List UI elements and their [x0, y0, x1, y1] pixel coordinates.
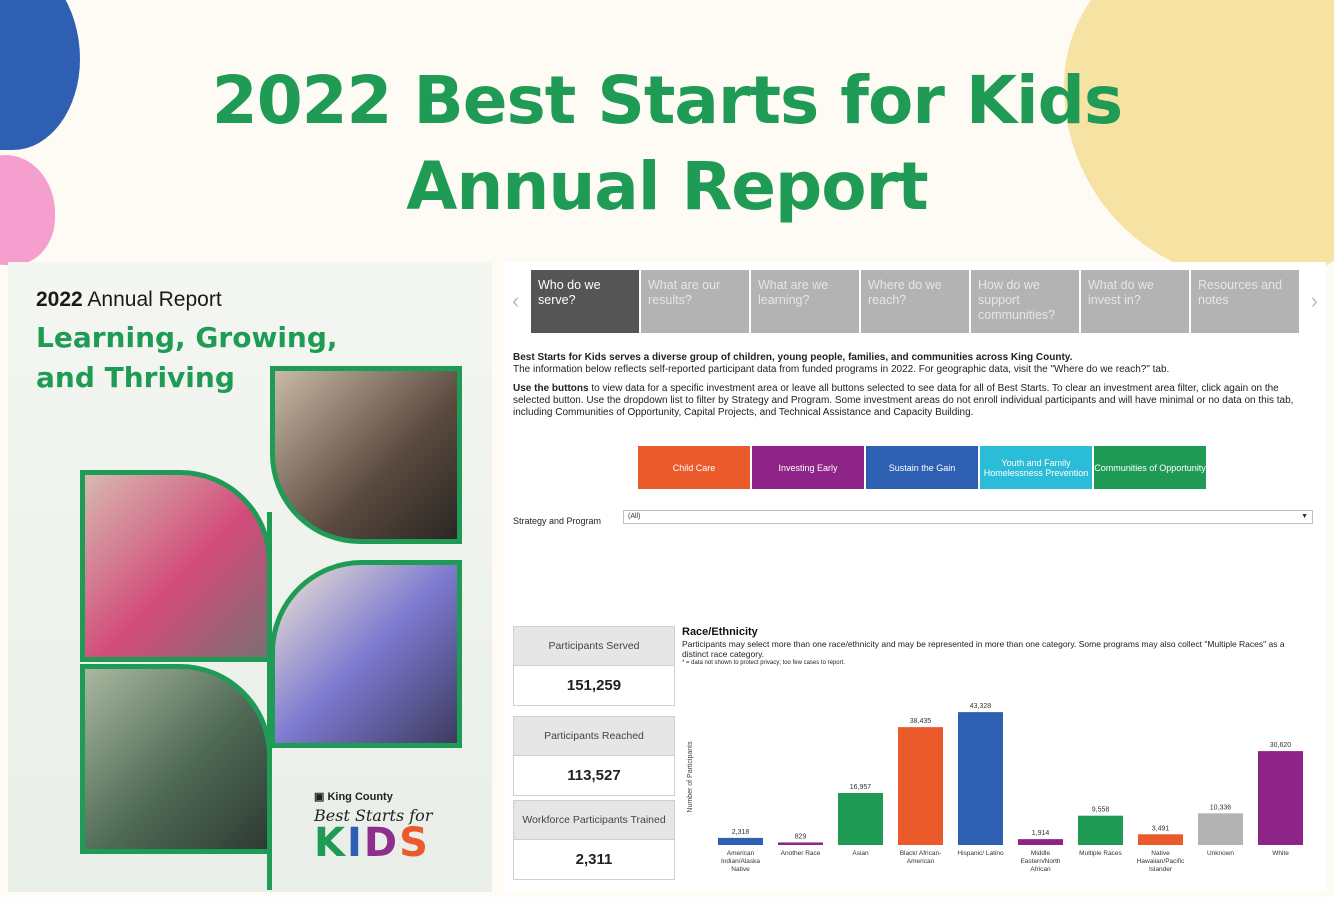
kpi-label: Participants Reached: [513, 716, 675, 756]
data-label: 3,491: [1151, 825, 1170, 833]
strategy-program-select[interactable]: [623, 510, 1313, 524]
bar: [898, 727, 943, 845]
data-label: 9,558: [1091, 806, 1110, 814]
cover-year: 2022: [36, 288, 83, 311]
intro-body: The information below reflects self-reported participant data from funded programs in 2022. For geographic data, visit the "Where do we reach?" tab.: [513, 364, 1170, 375]
communities-of-opportunity-button[interactable]: Communities of Opportunity: [1094, 446, 1206, 489]
y-axis-label: Number of Participants: [687, 741, 694, 813]
kpi-value: 113,527: [513, 756, 675, 796]
chevron-down-icon: ▼: [1301, 513, 1308, 520]
category-label: Native: [731, 866, 750, 873]
data-label: 43,328: [969, 703, 992, 711]
intro-bold: Best Starts for Kids serves a diverse group of children, young people, families, and communities across King County.: [513, 352, 1073, 363]
kpi-value: 2,311: [513, 840, 675, 880]
investment-buttons: [638, 446, 1208, 489]
cover-subtitle: Learning, Growing, and Thriving: [36, 321, 338, 394]
bar: [838, 793, 883, 845]
race-chart-note: * = data not shown to protect privacy; too few cases to report.: [682, 660, 845, 666]
data-label: 30,620: [1269, 742, 1292, 750]
race-chart-description: Participants may select more than one race/ethnicity and may be represented in more than one category. Some programs may also collect "Multiple Races" as a distinct race category.: [682, 639, 1285, 659]
investing-early-button[interactable]: Investing Early: [752, 446, 864, 489]
kpi-value: 151,259: [513, 666, 675, 706]
king-county-logo: ▣ King County: [314, 791, 393, 803]
category-label: Another Race: [780, 850, 821, 857]
dashboard-panel: [504, 262, 1326, 892]
dashboard-tabs: [531, 270, 1301, 333]
category-label: American: [906, 858, 935, 865]
data-label: 16,957: [849, 783, 872, 791]
tab-invest[interactable]: What do we invest in?: [1081, 270, 1189, 333]
king-county-label: King County: [327, 791, 393, 803]
intro-text: [513, 352, 1313, 426]
kpi-workforce-trained: [513, 800, 675, 880]
tab-support-communities[interactable]: How do we support communities?: [971, 270, 1079, 333]
cover-photo-girl-smiling: [80, 470, 272, 662]
buttons-body: to view data for a specific investment area or leave all buttons selected to see data for all of Best Starts. To clear an investment area filter, click again on the selected button. Use the dropdown list to filter by Strategy and Program. Some investment areas do not enroll individual participants and will have minimal or no data on this tab, including Communities of Opportunity, Capital Projects, and Technical Assistance and Capacity Building.: [513, 383, 1294, 418]
bar: [1138, 834, 1183, 845]
tab-learning[interactable]: What are we learning?: [751, 270, 859, 333]
kpi-participants-served: [513, 626, 675, 706]
data-label: 1,914: [1031, 830, 1050, 838]
sustain-the-gain-button[interactable]: Sustain the Gain: [866, 446, 978, 489]
kpi-participants-reached: [513, 716, 675, 796]
cover-photo-mother-baby: [270, 366, 462, 544]
bar: [1258, 751, 1303, 845]
cover-year-line: [36, 288, 222, 312]
prev-tab-icon[interactable]: ‹: [512, 288, 520, 313]
category-label: Asian: [852, 850, 869, 857]
buttons-bold: Use the buttons: [513, 383, 589, 394]
page-title: [0, 58, 1334, 230]
cover-photo-child-play: [270, 560, 462, 748]
category-label: Middle: [1030, 850, 1051, 857]
category-label: Black/ African-: [899, 850, 942, 857]
cover-report-label: Annual Report: [87, 288, 222, 311]
tab-reach[interactable]: Where do we reach?: [861, 270, 969, 333]
kpi-label: Participants Served: [513, 626, 675, 666]
cover-photo-family-car: [80, 664, 272, 854]
tab-resources[interactable]: Resources and notes: [1191, 270, 1299, 333]
category-label: Eastern/North: [1020, 858, 1061, 865]
category-label: White: [1272, 850, 1289, 857]
category-label: Hispanic/ Latino: [957, 850, 1004, 857]
buttons-paragraph: [513, 383, 1313, 419]
next-tab-icon[interactable]: ›: [1310, 288, 1318, 313]
data-label: 38,435: [909, 718, 932, 726]
brand-line1: Best Starts for: [314, 806, 433, 825]
bar: [1078, 816, 1123, 845]
data-label: 829: [794, 833, 807, 841]
intro-paragraph: [513, 352, 1313, 376]
kpi-label: Workforce Participants Trained: [513, 800, 675, 840]
bar: [1018, 839, 1063, 845]
race-bar-chart: [680, 692, 1320, 882]
race-chart-title: Race/Ethnicity: [682, 626, 758, 638]
tab-who-do-we-serve[interactable]: Who do we serve?: [531, 270, 639, 333]
category-label: Unknown: [1206, 850, 1235, 857]
data-label: 2,318: [731, 828, 750, 836]
page-title-line2: Annual Report: [406, 148, 928, 225]
bar: [958, 712, 1003, 845]
category-label: African: [1030, 866, 1051, 873]
bar: [718, 838, 763, 845]
child-care-button[interactable]: Child Care: [638, 446, 750, 489]
category-label: Islander: [1148, 866, 1173, 873]
category-label: Multiple Races: [1079, 850, 1122, 857]
report-cover: [8, 262, 492, 892]
category-label: Indian/Alaska: [720, 858, 761, 865]
category-label: American: [726, 850, 755, 857]
homelessness-prevention-button[interactable]: Youth and Family Homelessness Prevention: [980, 446, 1092, 489]
bar: [1198, 813, 1243, 845]
category-label: Hawaiian/Pacific: [1136, 858, 1185, 865]
bar: [778, 842, 823, 845]
tab-results[interactable]: What are our results?: [641, 270, 749, 333]
page-title-line1: 2022 Best Starts for Kids: [211, 62, 1123, 139]
strategy-filter-label: Strategy and Program: [513, 516, 602, 526]
brand-kids-logo: KIDS: [314, 820, 430, 866]
data-label: 10,336: [1209, 804, 1232, 812]
strategy-select-value: (All): [628, 513, 641, 520]
category-label: Native: [1151, 850, 1170, 857]
